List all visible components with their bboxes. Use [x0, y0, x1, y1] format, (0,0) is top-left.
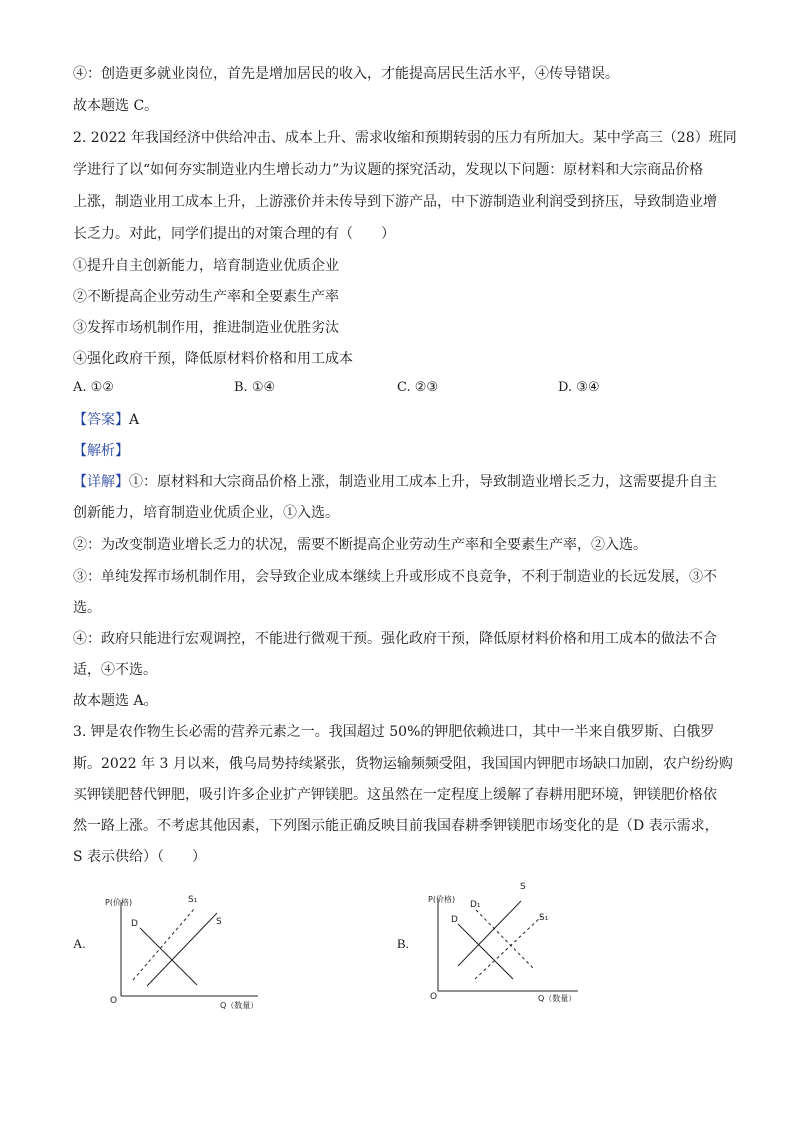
graph-a-label: A. [73, 936, 86, 951]
question-3-line: 斯。2022 年 3 月以来，俄乌局势持续紧张，货物运输频频受阻，我国国内钾肥市场缺口加剧，农户纷纷购 [73, 756, 733, 772]
question-2-line: 学进行了以“如何夯实制造业内生增长动力”为议题的探究活动，发现以下问题：原材料和大宗商品价格 [73, 162, 704, 178]
text-line: 故本题选 C。 [73, 98, 159, 114]
analysis-line [73, 441, 129, 461]
graph-a [100, 888, 270, 1013]
text-line: ④：创造更多就业岗位，首先是增加居民的收入，才能提高居民生活水平，④传导错误。 [73, 66, 619, 82]
curve-label-s1: S₁ [539, 913, 549, 923]
question-3-line: 买钾镁肥替代钾肥，吸引许多企业扩产钾镁肥。这虽然在一定程度上缓解了春耕用肥环境，钾镁肥价格依 [73, 787, 717, 803]
curve-label-s: S [520, 882, 526, 892]
analysis-label: 【解析】 [73, 443, 129, 459]
x-axis-label: Q（数量） [220, 1001, 259, 1010]
curve-d [458, 924, 513, 979]
detail-line: ④：政府只能进行宏观调控，不能进行微观干预。强化政府干预，降低原材料价格和用工成本的做法不合 [73, 631, 717, 647]
curve-label-s: S [216, 917, 222, 927]
question-2-line: 2. 2022 年我国经济中供给冲击、成本上升、需求收缩和预期转弱的压力有所加大。某中学高三（28）班同 [73, 130, 737, 146]
question-2-line: 长乏力。对此，同学们提出的对策合理的有（ ） [73, 226, 395, 242]
curve-s1 [475, 916, 542, 979]
detail-line: ③：单纯发挥市场机制作用，会导致企业成本继续上升或形成不良竞争，不利于制造业的长远发展，③不 [73, 569, 717, 585]
curve-label-d1: D₁ [470, 900, 481, 910]
curve-label-d: D [451, 915, 458, 925]
option-b: B. ①④ [234, 380, 276, 395]
detail-line: 适，④不选。 [73, 662, 157, 678]
detail-line [73, 472, 717, 492]
answer-line [73, 410, 139, 430]
curve-label-s1: S₁ [188, 895, 198, 905]
graph-b [418, 876, 588, 1006]
y-axis-label: P(价格) [105, 898, 133, 907]
detail-label: 【详解】 [73, 474, 129, 490]
question-3-line: 然一路上涨。不考虑其他因素，下列图示能正确反映目前我国春耕季钾镁肥市场变化的是（D 表示需求， [73, 818, 719, 834]
graph-a-svg [100, 888, 270, 1013]
detail-line: 创新能力，培育制造业优质企业，①入选。 [73, 505, 339, 521]
question-2-line: 上涨，制造业用工成本上升，上游涨价并未传导到下游产品，中下游制造业利润受到挤压，导致制造业增 [73, 194, 717, 210]
origin-label: O [110, 996, 118, 1006]
detail-line: 选。 [73, 600, 101, 616]
curve-s1 [133, 908, 195, 980]
graph-b-svg [418, 876, 588, 1006]
origin-label: O [430, 992, 438, 1002]
statement-4: ④强化政府干预，降低原材料价格和用工成本 [73, 351, 353, 367]
option-c: C. ②③ [397, 380, 439, 395]
option-a: A. ①② [73, 380, 114, 395]
answer-label: 【答案】 [73, 412, 129, 428]
statement-1: ①提升自主创新能力，培育制造业优质企业 [73, 258, 339, 274]
graph-b-label: B. [397, 936, 409, 951]
curve-s [147, 913, 217, 986]
conclusion-line: 故本题选 A。 [73, 693, 158, 709]
question-3-line: 3. 钾是农作物生长必需的营养元素之一。我国超过 50%的钾肥依赖进口，其中一半来自俄罗斯、白俄罗 [73, 724, 715, 740]
statement-2: ②不断提高企业劳动生产率和全要素生产率 [73, 289, 339, 305]
y-axis-label: P(价格) [428, 895, 456, 904]
answer-value: A [129, 412, 140, 428]
curve-label-d: D [131, 919, 138, 929]
statement-3: ③发挥市场机制作用，推进制造业优胜劣汰 [73, 320, 339, 336]
option-d: D. ③④ [558, 380, 600, 395]
detail-line: ②：为改变制造业增长乏力的状况，需要不断提高企业劳动生产率和全要素生产率，②入选。 [73, 537, 647, 553]
detail-first-line: ①：原材料和大宗商品价格上涨，制造业用工成本上升，导致制造业增长乏力，这需要提升自主 [129, 474, 717, 490]
question-3-line: S 表示供给）（ ） [73, 849, 207, 865]
answer-options [73, 380, 673, 400]
curve-d [140, 928, 197, 985]
x-axis-label: Q（数量） [538, 994, 577, 1003]
